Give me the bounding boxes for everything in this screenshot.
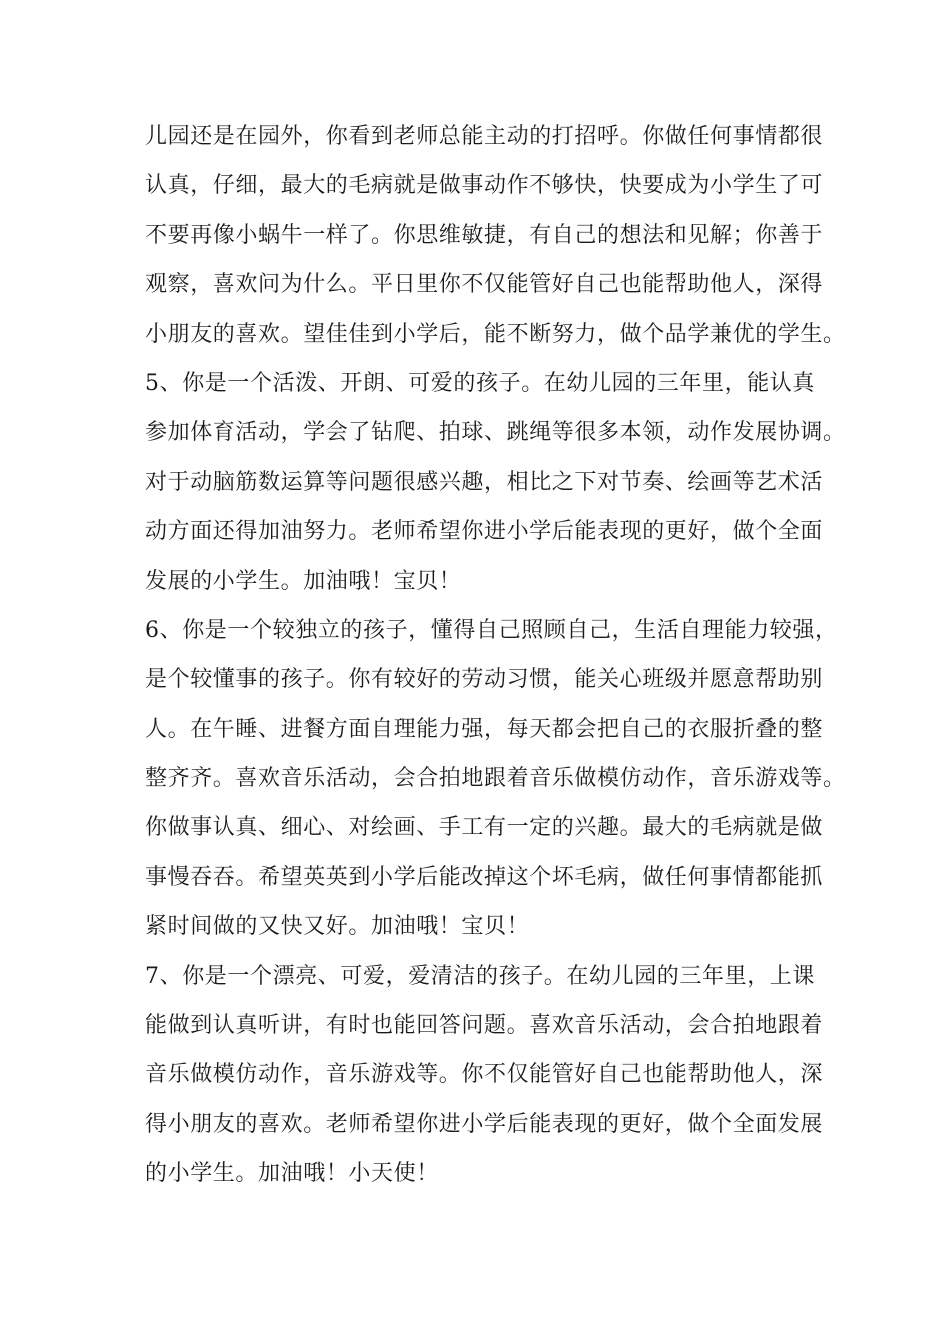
- text-line: 6、你是一个较独立的孩子，懂得自己照顾自己，生活自理能力较强，: [145, 617, 838, 643]
- paragraph-continuation: [145, 112, 846, 359]
- document-body: [145, 112, 846, 1199]
- text-line: 不要再像小蜗牛一样了。你思维敏捷，有自己的想法和见解；你善于: [145, 222, 824, 248]
- text-line: 的小学生。加油哦！小天使！: [145, 1161, 439, 1187]
- text-line: 是个较懂事的孩子。你有较好的劳动习惯，能关心班级并愿意帮助别: [145, 667, 824, 693]
- text-line: 你做事认真、细心、对绘画、手工有一定的兴趣。最大的毛病就是做: [145, 815, 824, 841]
- text-line: 事慢吞吞。希望英英到小学后能改掉这个坏毛病，做任何事情都能抓: [145, 864, 824, 890]
- paragraph-item-7: [145, 952, 824, 1199]
- text-line: 7、你是一个漂亮、可爱，爱清洁的孩子。在幼儿园的三年里，上课: [145, 963, 815, 989]
- text-line: 能做到认真听讲，有时也能回答问题。喜欢音乐活动，会合拍地跟着: [145, 1013, 824, 1039]
- text-line: 小朋友的喜欢。望佳佳到小学后，能不断努力，做个品学兼优的学生。: [145, 321, 846, 347]
- text-line: 5、你是一个活泼、开朗、可爱的孩子。在幼儿园的三年里，能认真: [145, 370, 815, 396]
- text-line: 发展的小学生。加油哦！宝贝！: [145, 568, 462, 594]
- text-line: 整齐齐。喜欢音乐活动，会合拍地跟着音乐做模仿动作，音乐游戏等。: [145, 766, 846, 792]
- paragraph-item-5: [145, 359, 846, 606]
- text-line: 观察，喜欢问为什么。平日里你不仅能管好自己也能帮助他人，深得: [145, 272, 824, 298]
- text-line: 音乐做模仿动作，音乐游戏等。你不仅能管好自己也能帮助他人，深: [145, 1062, 824, 1088]
- text-line: 得小朋友的喜欢。老师希望你进小学后能表现的更好，做个全面发展: [145, 1111, 824, 1137]
- text-line: 认真，仔细，最大的毛病就是做事动作不够快，快要成为小学生了可: [145, 173, 824, 199]
- text-line: 紧时间做的又快又好。加油哦！宝贝！: [145, 914, 530, 940]
- paragraph-item-6: [145, 606, 846, 952]
- text-line: 动方面还得加油努力。老师希望你进小学后能表现的更好，做个全面: [145, 519, 824, 545]
- text-line: 人。在午睡、进餐方面自理能力强，每天都会把自己的衣服折叠的整: [145, 716, 824, 742]
- text-line: 参加体育活动，学会了钻爬、拍球、跳绳等很多本领，动作发展协调。: [145, 420, 846, 446]
- text-line: 儿园还是在园外，你看到老师总能主动的打招呼。你做任何事情都很: [145, 124, 824, 149]
- text-line: 对于动脑筋数运算等问题很感兴趣，相比之下对节奏、绘画等艺术活: [145, 469, 824, 495]
